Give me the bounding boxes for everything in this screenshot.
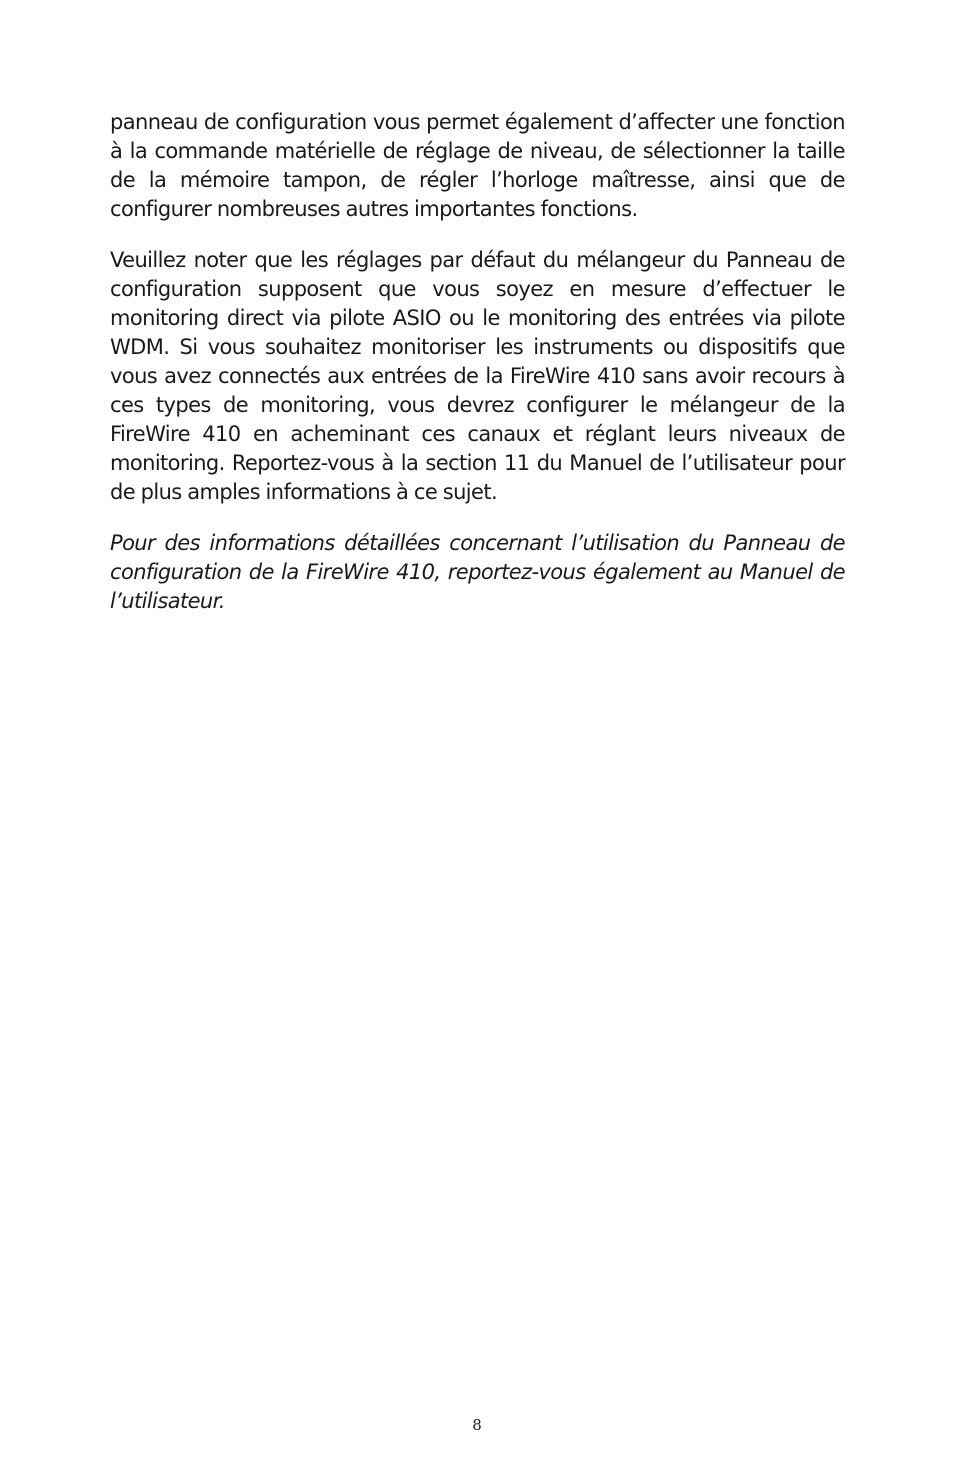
- paragraph-configuration-panel: panneau de configuration vous permet également d’affecter une fonction à la commande matérielle de réglage de niveau, de sélectionner la taille de la mémoire tampon, de régler l’horloge maîtresse, ainsi que de configurer nombreuses autres importantes fonctions.: [110, 110, 845, 221]
- paragraph-mixer-defaults: Veuillez noter que les réglages par défaut du mélangeur du Panneau de configuration supposent que vous soyez en mesure d’effectuer le monitoring direct via pilote ASIO ou le monitoring des entrées via pilote WDM. Si vous souhaitez monitoriser les instruments ou dispositifs que vous avez connectés aux entrées de la FireWire 410 sans avoir recours à ces types de monitoring, vous devrez configurer le mélangeur de la FireWire 410 en acheminant ces canaux et réglant leurs niveaux de monitoring. Reportez-vous à la section 11 du Manuel de l’utilisateur pour de plus amples informations à ce sujet.: [110, 248, 845, 504]
- body-text: [110, 108, 845, 638]
- page-number: 8: [472, 1416, 482, 1434]
- paragraph-manual-reference: Pour des informations détaillées concernant l’utilisation du Panneau de configuration de la FireWire 410, reportez-vous également au Manuel de l’utilisateur.: [110, 531, 845, 613]
